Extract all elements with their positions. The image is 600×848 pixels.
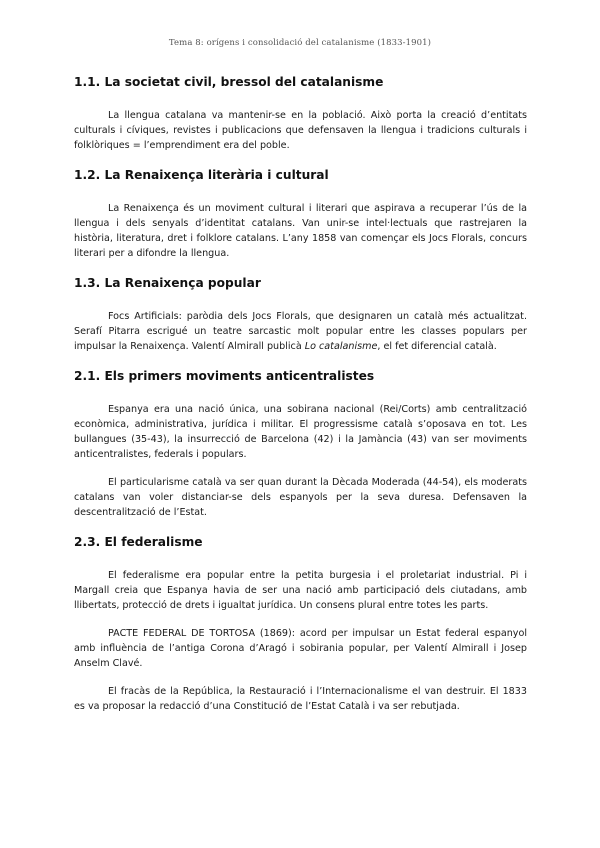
paragraph: Espanya era una nació única, una sobirana nacional (Rei/Corts) amb centralització econòmica, administrativa, jurídica i militar. El progressisme català s’oposava en tot. Les bullangues (35-43), la insurrecció de Barcelona (42) i la Jamància (43) van ser moviments anticentralistes, federals i populars. — [74, 404, 527, 460]
document-body — [74, 68, 527, 714]
paragraph: El particularisme català va ser quan durant la Dècada Moderada (44-54), els moderats catalans van voler distanciar-se dels espanyols per la seva duresa. Defensaven la descentralització de l’Estat. — [74, 477, 527, 518]
section-heading: 1.1. La societat civil, bressol del catalanisme — [74, 75, 384, 89]
paragraph: El fracàs de la República, la Restauració i l’Internacionalisme el van destruir. El 1833 es va proposar la redacció d’una Constitució de l’Estat Català i va ser rebutjada. — [74, 686, 527, 712]
running-header: Tema 8: orígens i consolidació del catalanisme (1833-1901) — [168, 38, 432, 48]
section-heading: 1.2. La Renaixença literària i cultural — [74, 168, 329, 182]
book-title: Lo catalanisme — [304, 341, 378, 352]
paragraph: La Renaixença és un moviment cultural i literari que aspirava a recuperar l’ús de la llengua i dels senyals d’identitat catalans. Van unir-se intel·lectuals que rastrejaren la història, literatura, dret i folklore catalans. L’any 1858 van començar els Jocs Florals, concurs literari per a difondre la llengua. — [74, 203, 527, 259]
paragraph-text: , el fet diferencial català. — [377, 341, 497, 352]
section-societat-civil — [74, 70, 527, 153]
paragraph-text: Focs Artificials: paròdia dels Jocs Florals, que designaren un català més actualitzat. Serafí Pitarra escrigué un teatre sarcastic molt popular entre les classes populars per impulsar la Renaixença. Valentí Almirall publicà — [74, 311, 527, 352]
section-moviments-anticentralistes — [74, 364, 527, 520]
paragraph — [74, 309, 527, 354]
section-renaixenca-literaria — [74, 163, 527, 261]
paragraph: El federalisme era popular entre la petita burgesia i el proletariat industrial. Pi i Margall creia que Espanya havia de ser una nació amb participació dels ciutadans, amb llibertats, protecció de drets i igualtat jurídica. Un consens plural entre totes les parts. — [74, 570, 527, 611]
paragraph: La llengua catalana va mantenir-se en la població. Això porta la creació d’entitats culturals i cíviques, revistes i publicacions que defensaven la llengua i tradicions culturals i folklòriques = l’emprendiment era del poble. — [74, 110, 527, 151]
section-heading: 2.1. Els primers moviments anticentralistes — [74, 369, 375, 383]
section-heading: 2.3. El federalisme — [74, 535, 203, 549]
section-federalisme — [74, 530, 527, 714]
paragraph: PACTE FEDERAL DE TORTOSA (1869): acord per impulsar un Estat federal espanyol amb influència de l’antiga Corona d’Aragó i sobirania popular, per Valentí Almirall i Josep Anselm Clavé. — [74, 628, 527, 669]
section-heading: 1.3. La Renaixença popular — [74, 276, 261, 290]
section-renaixenca-popular — [74, 271, 527, 354]
